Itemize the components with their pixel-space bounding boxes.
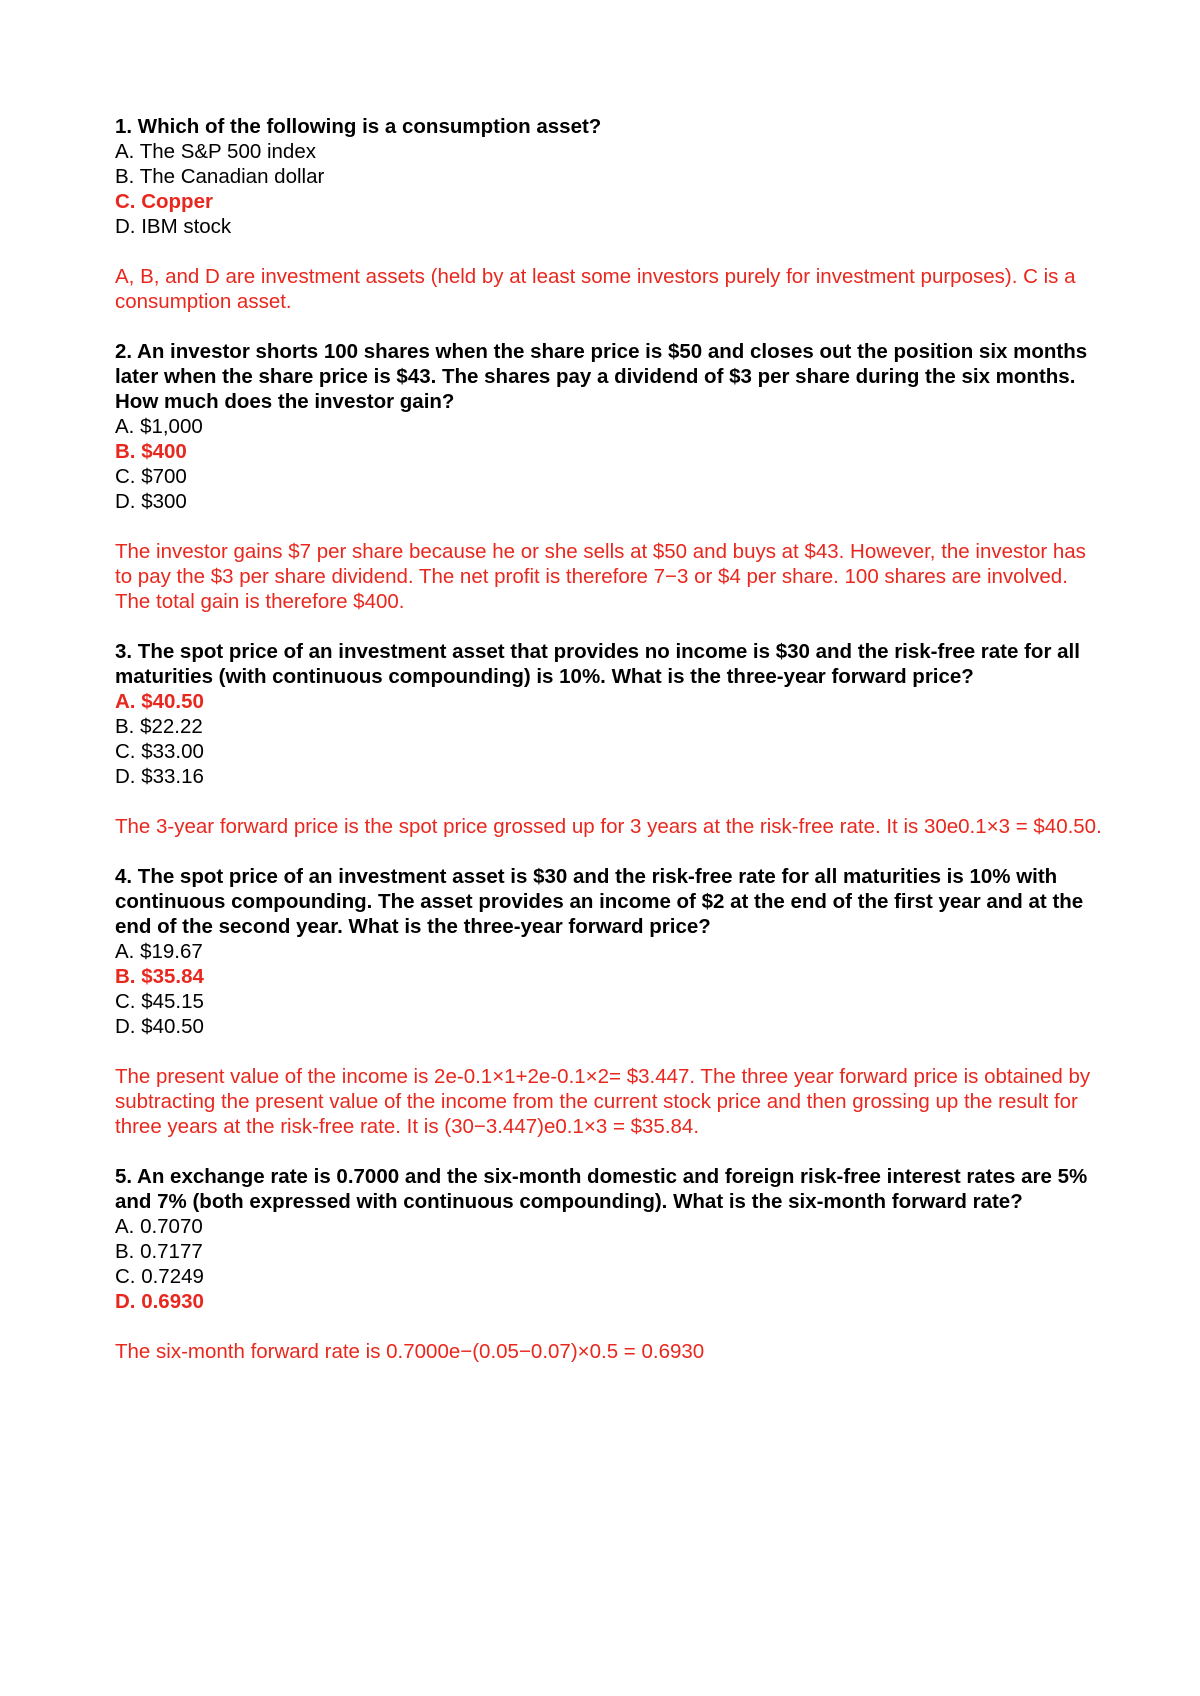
option-b: B. 0.7177: [115, 1240, 203, 1263]
question-text: 5. An exchange rate is 0.7000 and the six-month domestic and foreign risk-free interest rates are 5% and 7% (both expressed with continuous compounding). What is the six-month forward rate?: [115, 1165, 1088, 1213]
option-c: C. $700: [115, 465, 187, 488]
answer-explanation: The six-month forward rate is 0.7000e−(0.05−0.07)×0.5 = 0.6930: [115, 1340, 705, 1363]
question-text: 1. Which of the following is a consumption asset?: [115, 115, 602, 138]
option-d: D. IBM stock: [115, 215, 232, 238]
option-b: B. $400: [115, 440, 187, 463]
question-5: [115, 1164, 1105, 1364]
option-c: C. $45.15: [115, 990, 204, 1013]
option-d: D. $300: [115, 490, 187, 513]
option-b: B. $35.84: [115, 965, 204, 988]
option-d: D. 0.6930: [115, 1290, 204, 1313]
option-a: A. The S&P 500 index: [115, 140, 316, 163]
question-3: [115, 639, 1105, 839]
question-text: 3. The spot price of an investment asset that provides no income is $30 and the risk-free rate for all maturities (with continuous compounding) is 10%. What is the three-year forward price?: [115, 640, 1080, 688]
option-a: A. $19.67: [115, 940, 203, 963]
option-b: B. $22.22: [115, 715, 203, 738]
option-d: D. $33.16: [115, 765, 204, 788]
option-a: A. 0.7070: [115, 1215, 203, 1238]
option-d: D. $40.50: [115, 1015, 204, 1038]
option-c: C. $33.00: [115, 740, 204, 763]
answer-explanation: The investor gains $7 per share because he or she sells at $50 and buys at $43. However, the investor has to pay the $3 per share dividend. The net profit is therefore 7−3 or $4 per share. 100 shares are involved. The total gain is therefore $400.: [115, 540, 1086, 613]
question-1: [115, 114, 1105, 314]
question-text: 2. An investor shorts 100 shares when the share price is $50 and closes out the position six months later when the share price is $43. The shares pay a dividend of $3 per share during the six months. How much does the investor gain?: [115, 340, 1088, 413]
answer-explanation: The present value of the income is 2e-0.1×1+2e-0.1×2= $3.447. The three year forward price is obtained by subtracting the present value of the income from the current stock price and then grossing up the result for three years at the risk-free rate. It is (30−3.447)e0.1×3 = $35.84.: [115, 1065, 1091, 1138]
question-2: [115, 339, 1105, 614]
option-c: C. 0.7249: [115, 1265, 204, 1288]
option-c: C. Copper: [115, 190, 213, 213]
question-text: 4. The spot price of an investment asset is $30 and the risk-free rate for all maturities is 10% with continuous compounding. The asset provides an income of $2 at the end of the first year and at the end of the second year. What is the three-year forward price?: [115, 865, 1084, 938]
answer-explanation: A, B, and D are investment assets (held by at least some investors purely for investment purposes). C is a consumption asset.: [115, 265, 1076, 313]
question-4: [115, 864, 1105, 1139]
answer-explanation: The 3-year forward price is the spot price grossed up for 3 years at the risk-free rate. It is 30e0.1×3 = $40.50.: [115, 815, 1102, 838]
option-a: A. $40.50: [115, 690, 204, 713]
document-page: [115, 114, 1105, 1389]
option-a: A. $1,000: [115, 415, 203, 438]
option-b: B. The Canadian dollar: [115, 165, 325, 188]
